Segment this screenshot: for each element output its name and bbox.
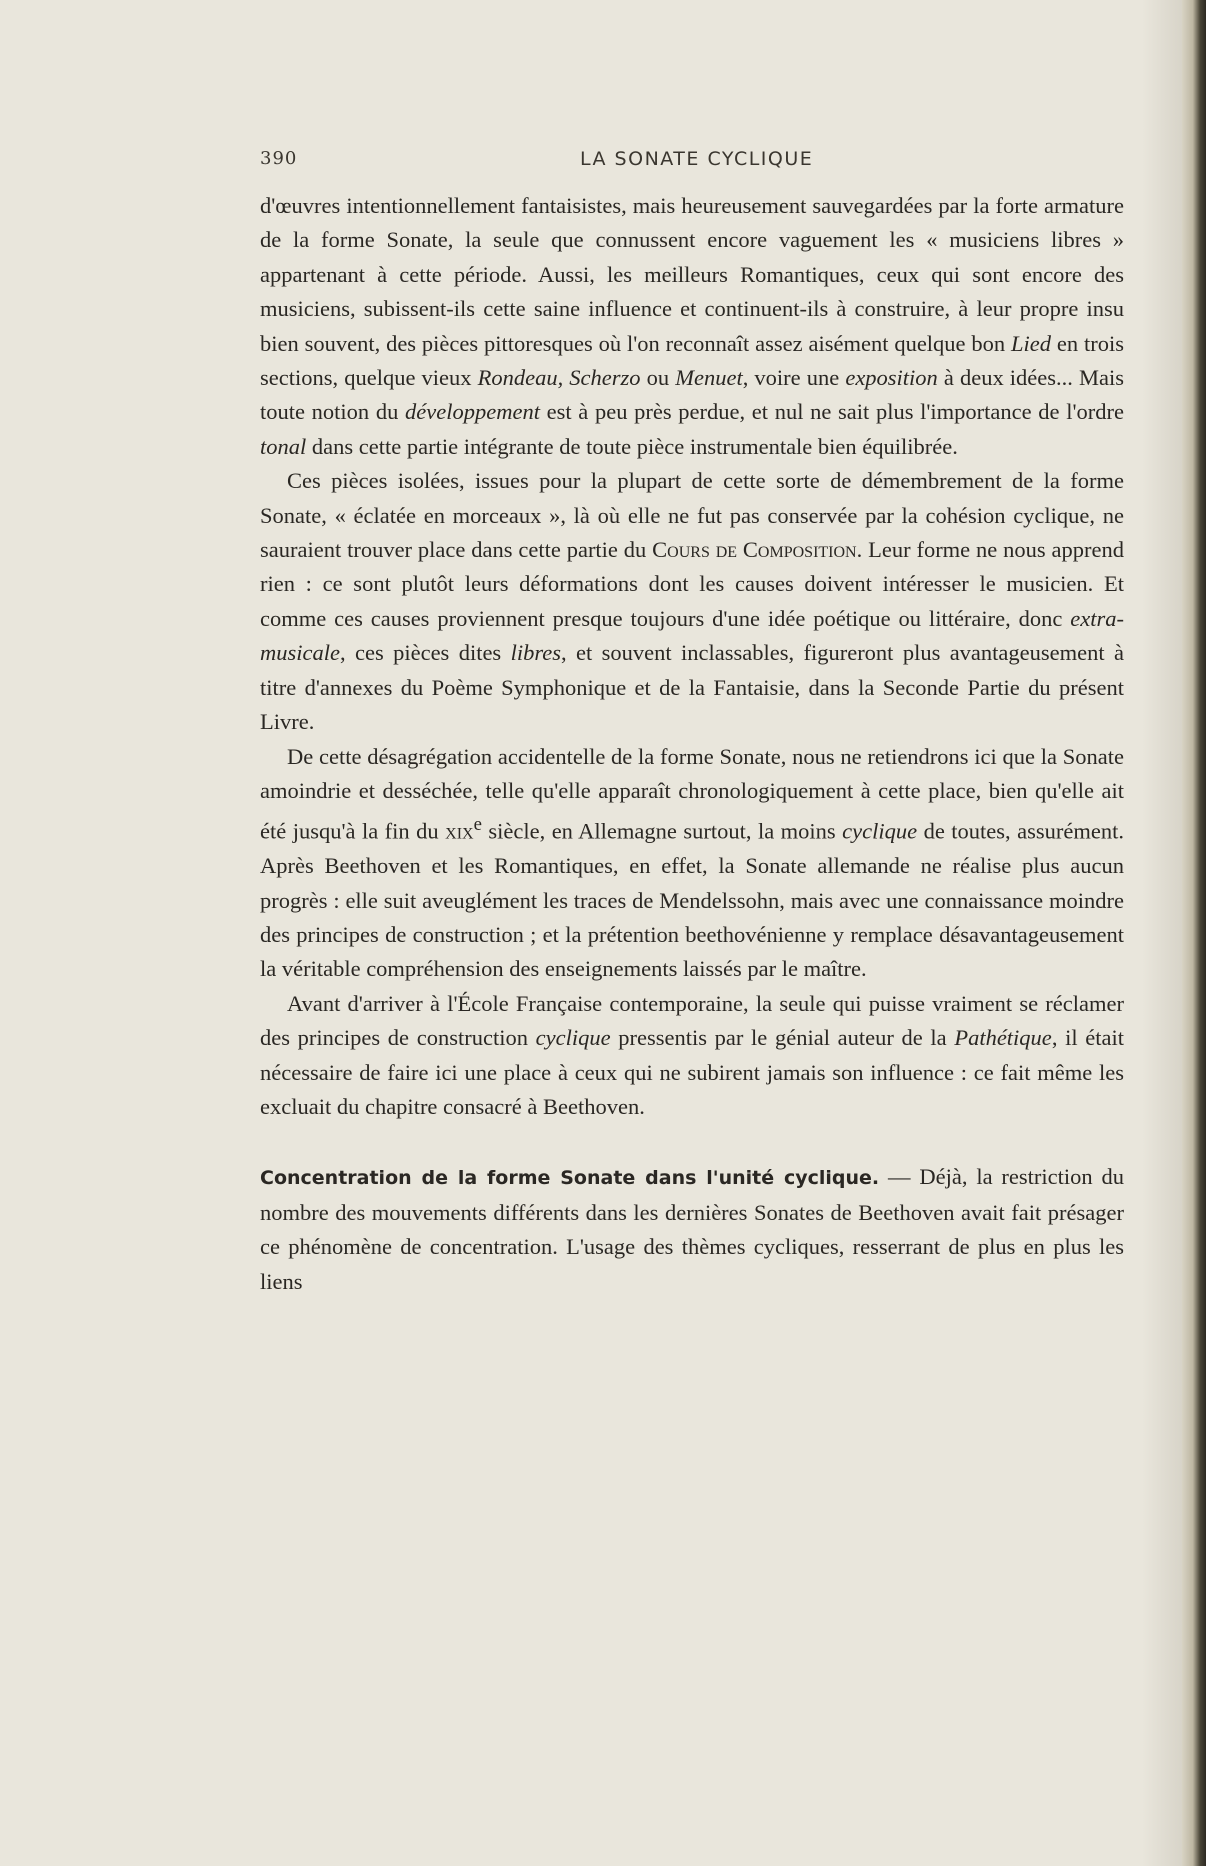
italic-term: cyclique bbox=[842, 818, 918, 844]
page-edge bbox=[1182, 0, 1206, 1866]
paragraph-5 bbox=[260, 1160, 1124, 1299]
italic-term: exposition bbox=[845, 365, 938, 391]
text-run: De cette désagrégation accidentelle de la forme Sonate, nous ne retiendrons ici que la Sonate amoindrie et desséchée, telle qu'elle apparaît chronologiquement à cette place, bien qu'elle ait été jusqu'à la fin du bbox=[260, 743, 1124, 844]
text-run: d'œuvres intentionnellement fantaisistes, mais heureusement sauvegardées par la forte armature de la forme Sonate, la seule que connussent encore vaguement les « musiciens libres » appartenant à cette période. Aussi, les meilleurs Romantiques, ceux qui sont encore des musiciens, subissent-ils cette saine influence et continuent-ils à construire, à leur propre insu bien souvent, des pièces pittoresques où l'on reconnaît assez aisément quelque bon bbox=[260, 193, 1124, 356]
running-title: LA SONATE CYCLIQUE bbox=[580, 148, 814, 170]
paragraph-2 bbox=[260, 464, 1124, 739]
text-run: siècle, en Allemagne surtout, la moins bbox=[481, 818, 843, 844]
body-text bbox=[260, 189, 1124, 1299]
page-number: 390 bbox=[260, 148, 298, 169]
text-run: Avant d'arriver à l'École Française contemporaine, la seule qui puisse vraiment se réclamer des principes de construction bbox=[260, 990, 1124, 1051]
page-gutter-shadow bbox=[1142, 0, 1182, 1866]
paragraph-1 bbox=[260, 189, 1124, 464]
italic-term: développement bbox=[405, 399, 540, 425]
section-gap bbox=[260, 1124, 1124, 1160]
italic-term: extra-musicale bbox=[260, 605, 1124, 666]
text-run: ou bbox=[640, 365, 676, 391]
small-caps-title: Cours de Composition bbox=[652, 537, 857, 563]
italic-term: Menuet bbox=[675, 365, 743, 391]
text-run: , il était nécessaire de faire ici une place à ceux qui ne subirent jamais son influence : ce fait même les excluait du chapitre consacré à Beethoven. bbox=[260, 1025, 1125, 1120]
text-run: est à peu près perdue, et nul ne sait plus l'importance de l'ordre bbox=[539, 399, 1124, 425]
section-heading: Concentration de la forme Sonate dans l'unité cyclique. bbox=[260, 1167, 880, 1190]
italic-term: Pathétique bbox=[954, 1025, 1052, 1051]
century-numeral: xix bbox=[445, 818, 474, 844]
text-run: à deux idées... Mais toute notion du bbox=[260, 365, 1125, 425]
text-run: de toutes, assurément. Après Beethoven et les Romantiques, en effet, la Sonate allemande ne réalise plus aucun progrès : elle suit aveuglément les traces de Mendelssohn, mais avec une connaissance moindre des principes de construction ; et la prétention beethovénienne y remplace désavantageusement la véritable compréhension des enseignements laissés par le maître. bbox=[260, 818, 1124, 982]
italic-term: tonal bbox=[260, 433, 307, 459]
text-run: pressentis par le génial auteur de la bbox=[610, 1025, 955, 1051]
paragraph-3 bbox=[260, 740, 1124, 987]
text-run: — Déjà, la restriction du nombre des mouvements différents dans les dernières Sonates de Beethoven avait fait présager ce phénomène de concentration. L'usage des thèmes cycliques, resserrant de plus en plus les liens bbox=[260, 1164, 1124, 1294]
running-head bbox=[260, 148, 1120, 172]
text-run: . Leur forme ne nous apprend rien : ce sont plutôt leurs déformations dont les causes doivent intéresser le musicien. Et comme ces causes proviennent presque toujours d'une idée poétique ou littéraire, donc bbox=[260, 537, 1124, 631]
superscript: e bbox=[473, 814, 482, 836]
italic-term: cyclique bbox=[535, 1025, 611, 1051]
italic-term: libres bbox=[510, 640, 561, 666]
text-run: Ces pièces isolées, issues pour la plupart de cette sorte de démembrement de la forme Sonate, « éclatée en morceaux », là où elle ne fut pas conservée par la cohésion cyclique, ne sauraient trouver place dans cette partie du bbox=[260, 468, 1124, 563]
italic-term: Lied bbox=[1011, 330, 1052, 356]
text-run: dans cette partie intégrante de toute pièce instrumentale bien équilibrée. bbox=[306, 433, 958, 459]
italic-term: Rondeau, Scherzo bbox=[477, 365, 641, 391]
text-run: , voire une bbox=[742, 365, 846, 391]
text-run: , ces pièces dites bbox=[339, 640, 511, 666]
text-run: en trois sections, quelque vieux bbox=[260, 330, 1124, 391]
paragraph-4 bbox=[260, 987, 1124, 1125]
text-run: , et souvent inclassables, figureront plus avantageusement à titre d'annexes du Poème Symphonique et de la Fantaisie, dans la Seconde Partie du présent Livre. bbox=[260, 640, 1124, 735]
